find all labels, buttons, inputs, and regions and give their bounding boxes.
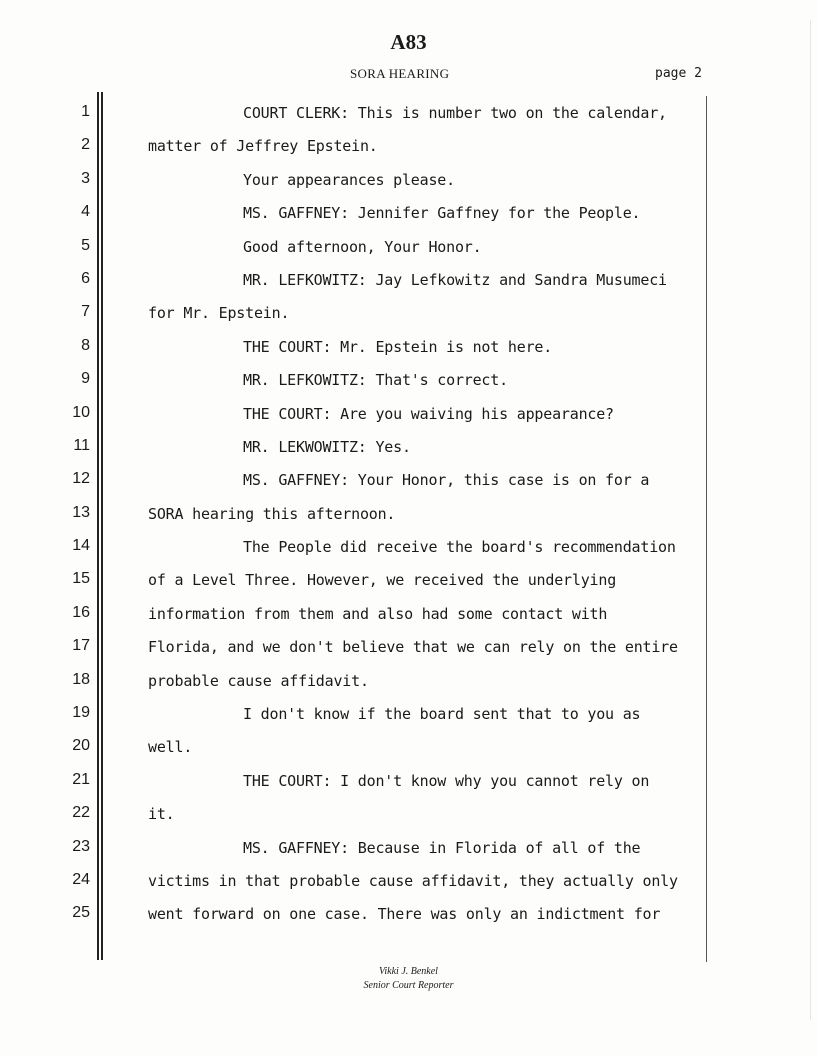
line-text: of a Level Three. However, we received the underlying [148,571,617,590]
line-number: 13 [72,503,90,521]
line-number: 17 [72,637,90,655]
transcript-line [0,465,817,498]
transcript-line [0,432,817,465]
line-text: I don't know if the board sent that to you as [243,705,641,724]
reporter-title: Senior Court Reporter [363,980,454,991]
line-text: COURT CLERK: This is number two on the calendar, [243,104,667,122]
line-number: 4 [81,203,90,221]
transcript-line [0,565,817,598]
line-number: 6 [81,269,90,287]
line-text: information from them and also had some contact with [148,604,608,623]
line-text: MR. LEKWOWITZ: Yes. [243,437,411,456]
transcript-line [0,365,817,398]
line-number: 3 [81,169,90,187]
line-text: MS. GAFFNEY: Jennifer Gaffney for the People. [243,204,641,223]
line-number: 9 [81,370,90,388]
line-text: THE COURT: Are you waiving his appearance? [243,404,614,423]
transcript-line [0,732,817,765]
transcript-line [0,165,817,198]
transcript-line [0,632,817,665]
line-text: The People did receive the board's recommendation [243,538,676,557]
transcript-line [0,499,817,532]
transcript-line [0,699,817,732]
line-number: 14 [72,537,90,555]
line-text: MS. GAFFNEY: Your Honor, this case is on for a [243,471,650,490]
page-number: page 2 [655,66,702,81]
transcript-line [0,833,817,866]
line-number: 19 [72,704,90,722]
reporter-name: Vikki J. Benkel [379,966,438,977]
line-number: 7 [81,303,90,321]
line-text: for Mr. Epstein. [148,304,290,323]
line-text: THE COURT: I don't know why you cannot rely on [243,771,650,790]
line-text: SORA hearing this afternoon. [148,504,396,523]
transcript-line [0,332,817,365]
line-number: 2 [81,136,90,154]
line-number: 23 [72,837,90,855]
transcript-line [0,666,817,699]
line-text: went forward on one case. There was only an indictment for [148,905,661,924]
line-number: 18 [72,670,90,688]
line-number: 20 [72,737,90,755]
transcript-line [0,799,817,832]
line-number: 8 [81,336,90,354]
line-number: 5 [81,236,90,254]
line-number: 11 [73,436,90,454]
line-text: THE COURT: Mr. Epstein is not here. [243,337,553,356]
line-number: 15 [72,570,90,588]
transcript-line [0,265,817,298]
line-number: 24 [72,870,90,888]
line-number: 10 [72,403,90,421]
line-text: Florida, and we don't believe that we can rely on the entire [148,638,678,657]
transcript-line [0,298,817,331]
transcript-line [0,198,817,231]
transcript-line [0,232,817,265]
line-text: Your appearances please. [243,170,455,189]
line-number: 21 [72,770,90,788]
line-text: MR. LEFKOWITZ: That's correct. [243,371,508,390]
transcript-line [0,131,817,164]
line-number: 12 [72,470,90,488]
transcript-line [0,899,817,932]
transcript-line [0,766,817,799]
line-text: MR. LEFKOWITZ: Jay Lefkowitz and Sandra Musumeci [243,270,667,289]
line-text: MS. GAFFNEY: Because in Florida of all of the [243,838,641,857]
line-text: Good afternoon, Your Honor. [243,237,482,256]
transcript-line [0,599,817,632]
transcript-line [0,98,817,131]
line-text: victims in that probable cause affidavit, they actually only [148,871,678,890]
transcript-line [0,399,817,432]
transcript-line [0,866,817,899]
transcript-body [0,98,817,933]
exhibit-stamp: A83 [390,30,427,54]
line-text: well. [148,738,193,757]
header-title: SORA HEARING [350,66,450,81]
line-number: 1 [81,103,90,120]
line-text: matter of Jeffrey Epstein. [148,137,378,156]
line-text: probable cause affidavit. [148,671,369,690]
transcript-line [0,532,817,565]
line-text: it. [148,805,175,824]
line-number: 22 [72,804,90,822]
line-number: 16 [72,603,90,621]
line-number: 25 [72,904,90,922]
